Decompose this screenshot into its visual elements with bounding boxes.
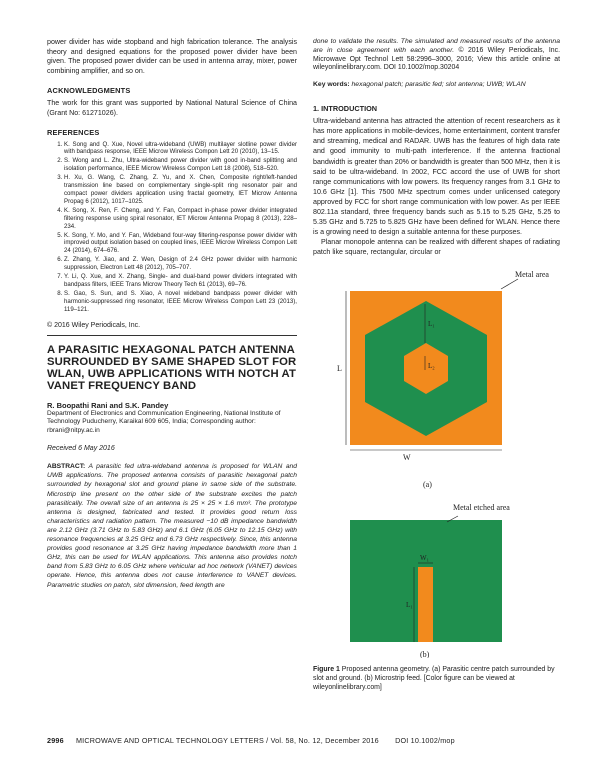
figure-caption-text: Proposed antenna geometry. (a) Parasitic centre patch surrounded by slot and ground. (b) Microstrip feed. [Color figure can be viewed at wileyonlinelibrary.com] [313, 666, 555, 691]
reference-item: 2. S. Wong and L. Zhu, Ultra-wideband power divider with good in-band splitting and isolation performance, IEEE Microw Wireless Compon Lett 18 (2008), 518–520. [64, 157, 297, 173]
page-footer [47, 736, 560, 745]
reference-list [47, 141, 297, 314]
divider [47, 335, 297, 336]
abstract-cont-text: done to validate the results. The simulated and measured results of the antenna are in close agreement with each another. [313, 38, 560, 54]
introduction-paragraph-1: Ultra-wideband antenna has attracted the attention of recent researchers as it has more applications in mobile-devices, home entertainment, content transfer and streaming, medical and RADAR. UWB has the features of high data rate and good immunity to multi-path interference. If the antenna fractional bandwidth is greater than 20% or bandwidth is greater than 500 MHz, then it is said to be ultra-wideband. In 2002, FCC accord the use of UWB for short range communications with low powers. Its frequency ranges from 3.1 GHz to 10.6 GHz [1]. This 7500 MHz spectrum comes under unlicensed category approved by FCC for short range communication with low power. As per IEEE 802.11a standard, three frequency bands such as 5.15 to 5.25 GHz, 5.25 to 5.35 GHz and 5.725 to 5.825 GHz have been defined for WLAN. Hence there is a growing need to design a suitable antenna for these purposes. [313, 117, 560, 237]
abstract-text: A parasitic fed ultra-wideband antenna is proposed for WLAN and UWB applications. The proposed antenna consists of parasitic hexagonal patch surrounded by hexagonal slot and ground plane in same side of the substrate. Microstrip line present on the other side of the substrate excites the patch parasitically. The overall size of an antenna is 25 × 25 × 1.6 mm³. The prototype antenna is designed, fabricated and tested. It provides good return loss characteristics and radiation pattern. The measured −10 dB impedance bandwidth are 2.12 GHz (3.71 GHz to 5.83 GHz) and 6.1 GHz (6.05 GHz to 12.15 GHz) with resonance frequencies at 3.25 GHz and 6.73 GHz respectively. Since, this antenna provides good resonance at 3.25 GHz having impedance bandwidth more than 1 GHz, this can be used for WLAN applications. This antenna also provides notch band from 5.83 GHz to 6.05 GHz where vehicular ad hoc network (VANET) devices operate. Hence, this antenna does not cause interference to VANET devices. Parametric studies on patch, slot dimension, feed length are [47, 463, 297, 589]
reference-item: 1. K. Song and Q. Xue, Novel ultra-wideband (UWB) multilayer slotline power divider with bandpass response, IEEE Microw Wireless Compon Lett 20 (2010), 13–15. [64, 141, 297, 157]
label-metal-area: Metal area [515, 270, 549, 279]
received-date: Received 6 May 2016 [47, 445, 115, 453]
label-L1: L₁ [428, 320, 435, 328]
label-L: L [337, 364, 342, 373]
acknowledgments-text: The work for this grant was supported by National Natural Science of China (Grant No: 61271026). [47, 99, 297, 117]
reference-item: 7. Y. Li, Q. Xue, and X. Zhang, Single- and dual-band power dividers integrated with bandpass filters, IEEE Trans Microw Theory Tech 61 (2013), 69–76. [64, 273, 297, 289]
intro-paragraph: power divider has wide stopband and high fabrication tolerance. The analysis theory and designed equations for the proposed power divider have been given. The proposed power divider can be used in antenna array, mixer, power combining amplifier, and so on. [47, 38, 297, 75]
label-metal-etched-area: Metal etched area [453, 503, 510, 512]
page-number: 2996 [47, 736, 64, 745]
reference-item: 5. K. Song, Y. Mo, and Y. Fan, Wideband four-way filtering-response power divider with improved output isolation based on coupled lines, IEEE Microw Wireless Compon Lett 24 (2014), 674–676. [64, 232, 297, 256]
reference-item: 6. Z. Zhang, Y. Jiao, and Z. Wen, Design of 2.4 GHz power divider with harmonic suppression, Electron Lett 48 (2012), 705–707. [64, 256, 297, 272]
antenna-geometry-figure [313, 258, 560, 658]
keywords-label: Key words: [313, 81, 350, 89]
right-column [313, 38, 560, 258]
figure-caption-label: Figure 1 [313, 666, 340, 673]
keywords [313, 81, 560, 88]
label-L2: L₂ [428, 362, 435, 370]
reference-item: 8. S. Gao, S. Sun, and S. Xiao, A novel wideband bandpass power divider with harmonic-suppressed ring resonator, IEEE Microw Wireless Compon Lett 23 (2013), 119–121. [64, 290, 297, 314]
label-b: (b) [420, 650, 430, 658]
label-W: W [403, 453, 411, 462]
abstract [47, 462, 297, 589]
left-column [47, 38, 297, 590]
keywords-values: hexagonal patch; parasitic fed; slot antenna; UWB; WLAN [349, 81, 526, 89]
abstract-continued [313, 38, 560, 73]
label-a: (a) [423, 480, 432, 489]
label-W1: W₁ [420, 554, 430, 562]
journal-info: MICROWAVE AND OPTICAL TECHNOLOGY LETTERS / Vol. 58, No. 12, December 2016 [76, 736, 379, 745]
reference-item: 3. H. Xu, G. Wang, C. Zhang, Z. Yu, and X. Chen, Composite right/left-handed transmission line based on complementary single-split ring resonator pair and compact power dividers application using fractal geometry, IET Microw Antenna Propag 6 (2012), 1017–1025. [64, 174, 297, 206]
article-title: A PARASITIC HEXAGONAL PATCH ANTENNA SURROUNDED BY SAME SHAPED SLOT FOR WLAN, UWB APPLICATIONS WITH NOTCH AT VANET FREQUENCY BAND [47, 343, 297, 393]
acknowledgments-heading: ACKNOWLEDGMENTS [47, 86, 131, 96]
introduction-paragraph-2: Planar monopole antenna can be realized with different shapes of radiating patch like square, rectangular, circular or [313, 238, 560, 257]
authors: R. Boopathi Rani and S.K. Pandey [47, 400, 169, 410]
references-heading: REFERENCES [47, 127, 100, 137]
figure-caption [313, 665, 560, 692]
reference-item: 4. K. Song, X. Ren, F. Cheng, and Y. Fan, Compact in-phase power divider integrated filtering response using spiral resonator, IET Microw Antenna Propag 8 (2013), 228–234. [64, 207, 297, 231]
leader-line [501, 279, 518, 289]
section-heading-introduction: 1. INTRODUCTION [313, 104, 378, 114]
affiliation: Department of Electronics and Communication Engineering, National Institute of Technology Puducherry, Karaikal 609 605, India; Corresponding author: rbrani@nitpy.ac.in [47, 409, 281, 434]
footer-doi: DOI 10.1002/mop [395, 736, 455, 745]
article-copyright: © 2016 Wiley Periodicals, Inc. Microwave Opt Technol Lett 58:2996–3000, 2016; View this article online at wileyonlinelibrary.com. DOI 10.1002/mop.30204 [313, 46, 560, 72]
copyright-line: © 2016 Wiley Periodicals, Inc. [47, 321, 141, 329]
microstrip-feed [418, 567, 433, 642]
abstract-label: ABSTRACT: [47, 463, 86, 471]
label-Lf: L₁ [406, 601, 413, 609]
